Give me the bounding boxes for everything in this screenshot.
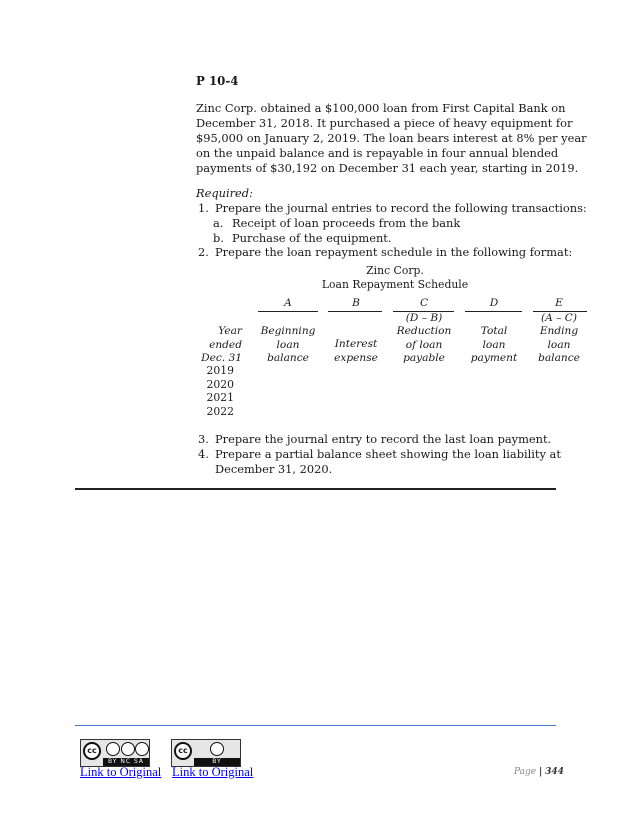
item-number: a. xyxy=(213,216,224,230)
row-header xyxy=(192,325,242,366)
problem-title: P 10-4 xyxy=(196,74,239,88)
item-number: 4. xyxy=(198,447,209,461)
statement-line: Zinc Corp. obtained a $100,000 loan from First Capital Bank on xyxy=(196,101,566,115)
attribution-icon xyxy=(106,742,120,756)
statement-line: $95,000 on January 2, 2019. The loan bears interest at 8% per year xyxy=(196,131,587,145)
column-label-c xyxy=(389,325,459,366)
required-item-1a xyxy=(213,216,583,231)
column-letter-d: D xyxy=(489,297,499,309)
sharealike-icon xyxy=(135,742,149,756)
footer-divider xyxy=(75,725,556,726)
column-letter-a: A xyxy=(284,297,292,309)
column-rule xyxy=(258,311,318,312)
label-line: payment xyxy=(470,352,518,364)
link-to-original-2[interactable]: Link to Original xyxy=(172,765,254,779)
page-separator: | xyxy=(538,767,543,777)
required-item-1 xyxy=(198,201,587,216)
section-divider xyxy=(75,488,556,490)
required-item-4-cont xyxy=(215,462,585,477)
year-row: 2020 xyxy=(206,377,234,391)
problem-statement xyxy=(196,101,587,176)
page-number xyxy=(514,767,564,777)
cc-icon: cc xyxy=(174,742,192,760)
column-rule xyxy=(328,311,382,312)
year-list xyxy=(192,364,234,418)
label-line: loan xyxy=(482,338,506,351)
statement-line: on the unpaid balance and is repayable in four annual blended xyxy=(196,146,559,160)
row-header-line: Year xyxy=(218,325,242,337)
required-item-1b xyxy=(213,231,583,246)
column-formula-c: (D – B) xyxy=(405,312,443,324)
year-row: 2019 xyxy=(206,364,234,377)
label-line: Total xyxy=(480,325,508,337)
column-label-a xyxy=(253,325,323,366)
item-text: Prepare the journal entry to record the last loan payment. xyxy=(215,432,552,446)
cc-by-nc-sa-badge[interactable] xyxy=(80,739,150,767)
label-line: of loan xyxy=(405,338,443,351)
statement-line: payments of $30,192 on December 31 each year, starting in 2019. xyxy=(196,161,579,175)
label-line: Interest xyxy=(334,338,378,350)
schedule-title: Zinc Corp. xyxy=(366,264,424,277)
year-row: 2021 xyxy=(206,391,234,404)
label-line: balance xyxy=(538,352,580,364)
row-header-line: ended xyxy=(209,338,242,351)
item-number: 1. xyxy=(198,201,209,215)
link-to-original-1[interactable]: Link to Original xyxy=(80,765,162,779)
column-letter-c: C xyxy=(419,297,429,309)
item-number: 2. xyxy=(198,245,209,259)
statement-line: December 31, 2018. It purchased a piece of heavy equipment for xyxy=(196,116,573,130)
label-line: Reduction xyxy=(396,325,452,337)
required-item-3 xyxy=(198,432,568,447)
column-label-b xyxy=(321,338,391,365)
label-line: expense xyxy=(334,351,378,364)
schedule-subtitle: Loan Repayment Schedule xyxy=(321,278,469,291)
required-item-2 xyxy=(198,245,573,260)
year-row: 2022 xyxy=(206,404,234,418)
label-line: payable xyxy=(403,352,445,364)
item-text: December 31, 2020. xyxy=(215,462,333,476)
item-text: Receipt of loan proceeds from the bank xyxy=(232,216,461,230)
column-formula-e: (A – C) xyxy=(540,312,578,324)
item-text: Prepare the loan repayment schedule in the following format: xyxy=(215,245,573,259)
row-header-line: Dec. 31 xyxy=(201,352,242,364)
label-line: loan xyxy=(547,338,571,351)
column-letter-b: B xyxy=(352,297,360,309)
column-letter-e: E xyxy=(555,297,563,309)
label-line: Beginning xyxy=(260,325,316,337)
label-line: Ending xyxy=(539,325,579,337)
page-number-value: 344 xyxy=(545,767,564,777)
item-text: Prepare a partial balance sheet showing the loan liability at xyxy=(215,447,561,461)
column-label-e xyxy=(524,325,594,366)
page-label: Page xyxy=(514,767,537,777)
item-text: Purchase of the equipment. xyxy=(232,231,392,245)
badge-text: BY NC SA xyxy=(103,758,149,766)
badge-text: BY xyxy=(194,758,240,766)
item-number: 3. xyxy=(198,432,209,446)
cc-icon: cc xyxy=(83,742,101,760)
item-text: Prepare the journal entries to record the following transactions: xyxy=(215,201,587,215)
item-number: b. xyxy=(213,231,224,245)
label-line: loan xyxy=(276,338,300,351)
required-label: Required: xyxy=(196,186,253,200)
noncommercial-icon xyxy=(121,742,135,756)
cc-by-badge[interactable] xyxy=(171,739,241,767)
required-item-4 xyxy=(198,447,568,462)
label-line: balance xyxy=(267,352,309,364)
column-label-d xyxy=(459,325,529,366)
attribution-icon xyxy=(210,742,224,756)
column-rule xyxy=(465,311,522,312)
